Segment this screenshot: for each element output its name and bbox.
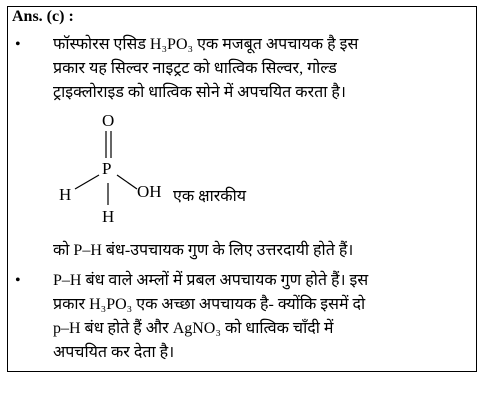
paragraph-line: P–H बंध वाले अम्लों में प्रबल अपचायक गुण होते हैं। इस <box>53 272 369 289</box>
bullet-paragraph-2 <box>53 269 463 365</box>
bond-p-oh <box>117 175 137 189</box>
structure-caption: एक क्षारकीय <box>173 188 247 205</box>
h3po3-structure <box>45 107 305 237</box>
bullet-marker-1: • <box>15 36 21 53</box>
paragraph-line: अपचयित कर देता है। <box>53 344 175 361</box>
answer-label: Ans. (c) : <box>12 8 74 25</box>
paragraph-line: ट्राइक्लोराइड को धात्विक सोने में अपचयित करता है। <box>53 84 346 101</box>
bond-p-h-left <box>75 175 99 189</box>
bullet-marker-2: • <box>15 272 21 289</box>
atom-hydrogen-bottom: H <box>102 207 115 226</box>
atom-phosphorus: P <box>102 159 112 178</box>
atom-oxygen: O <box>102 111 115 130</box>
structure-bonds <box>45 107 305 237</box>
paragraph-line: प्रकार H₃PO₃ एक अच्छा अपचायक है- क्योंकि इसमें दो <box>53 296 366 313</box>
tail-sentence: को P–H बंध-उपचायक गुण के लिए उत्तरदायी होते हैं। <box>53 242 354 259</box>
bullet-paragraph-1 <box>53 33 463 105</box>
atom-hydrogen-left: H <box>59 185 72 204</box>
paragraph-line: प्रकार यह सिल्वर नाइट्रट को धात्विक सिल्वर, गोल्ड <box>53 60 337 77</box>
atom-hydroxyl: OH <box>137 182 162 201</box>
paragraph-line: फॉस्फोरस एसिड H₃PO₃ एक मजबूत अपचायक है इस <box>53 36 359 53</box>
paragraph-line: p–H बंध होते हैं और AgNO₃ को धात्विक चाँदी में <box>53 320 334 337</box>
